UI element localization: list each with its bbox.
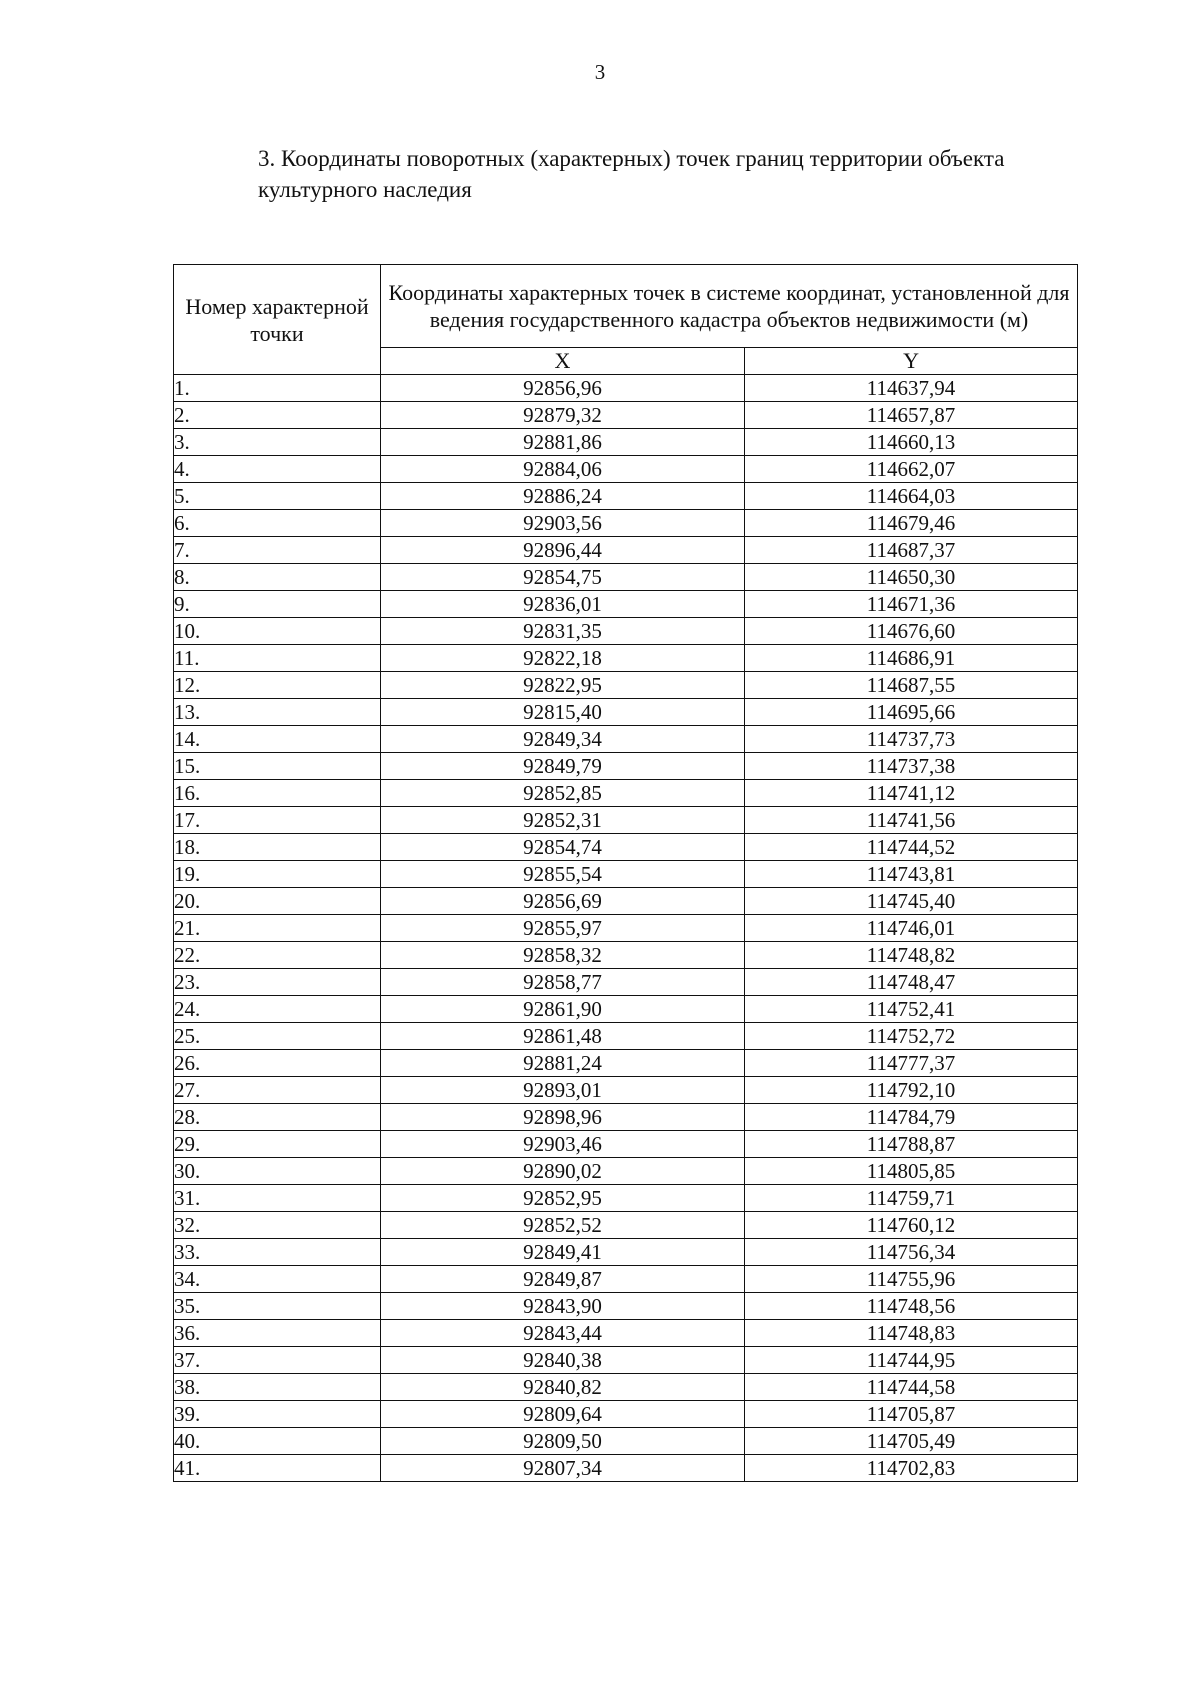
y-coordinate-cell: 114679,46 bbox=[745, 510, 1078, 537]
table-row bbox=[174, 834, 1078, 861]
table-row bbox=[174, 1050, 1078, 1077]
y-coordinate-cell: 114676,60 bbox=[745, 618, 1078, 645]
y-coordinate-cell: 114748,82 bbox=[745, 942, 1078, 969]
x-coordinate-cell: 92822,95 bbox=[381, 672, 745, 699]
y-coordinate-cell: 114752,72 bbox=[745, 1023, 1078, 1050]
y-coordinate-cell: 114745,40 bbox=[745, 888, 1078, 915]
table-row bbox=[174, 375, 1078, 402]
header-coordinates: Координаты характерных точек в системе координат, установленной для ведения государственного кадастра объектов недвижимости (м) bbox=[381, 265, 1078, 348]
point-number-cell: 22. bbox=[174, 942, 381, 969]
table-row bbox=[174, 1239, 1078, 1266]
y-coordinate-cell: 114760,12 bbox=[745, 1212, 1078, 1239]
x-coordinate-cell: 92815,40 bbox=[381, 699, 745, 726]
table-row bbox=[174, 1131, 1078, 1158]
y-coordinate-cell: 114741,56 bbox=[745, 807, 1078, 834]
y-coordinate-cell: 114792,10 bbox=[745, 1077, 1078, 1104]
point-number-cell: 5. bbox=[174, 483, 381, 510]
point-number-cell: 6. bbox=[174, 510, 381, 537]
table-row bbox=[174, 591, 1078, 618]
page-number: 3 bbox=[594, 60, 606, 84]
x-coordinate-cell: 92840,38 bbox=[381, 1347, 745, 1374]
table-row bbox=[174, 1374, 1078, 1401]
y-coordinate-cell: 114686,91 bbox=[745, 645, 1078, 672]
section-heading: 3. Координаты поворотных (характерных) точек границ территории объекта культурного наследия bbox=[258, 146, 1005, 202]
point-number-cell: 8. bbox=[174, 564, 381, 591]
point-number-cell: 24. bbox=[174, 996, 381, 1023]
table-row bbox=[174, 807, 1078, 834]
x-coordinate-cell: 92856,96 bbox=[381, 375, 745, 402]
y-coordinate-cell: 114741,12 bbox=[745, 780, 1078, 807]
table-row bbox=[174, 1212, 1078, 1239]
table-row bbox=[174, 537, 1078, 564]
x-coordinate-cell: 92861,90 bbox=[381, 996, 745, 1023]
x-coordinate-cell: 92843,90 bbox=[381, 1293, 745, 1320]
table-row bbox=[174, 672, 1078, 699]
y-coordinate-cell: 114756,34 bbox=[745, 1239, 1078, 1266]
point-number-cell: 19. bbox=[174, 861, 381, 888]
table-body bbox=[174, 375, 1078, 1482]
point-number-cell: 31. bbox=[174, 1185, 381, 1212]
x-coordinate-cell: 92852,85 bbox=[381, 780, 745, 807]
x-coordinate-cell: 92852,31 bbox=[381, 807, 745, 834]
y-coordinate-cell: 114664,03 bbox=[745, 483, 1078, 510]
table-row bbox=[174, 753, 1078, 780]
table-row bbox=[174, 1266, 1078, 1293]
point-number-cell: 34. bbox=[174, 1266, 381, 1293]
y-coordinate-cell: 114744,58 bbox=[745, 1374, 1078, 1401]
x-coordinate-cell: 92854,74 bbox=[381, 834, 745, 861]
x-coordinate-cell: 92852,52 bbox=[381, 1212, 745, 1239]
x-coordinate-cell: 92858,77 bbox=[381, 969, 745, 996]
point-number-cell: 26. bbox=[174, 1050, 381, 1077]
x-coordinate-cell: 92836,01 bbox=[381, 591, 745, 618]
table-row bbox=[174, 1158, 1078, 1185]
y-coordinate-cell: 114662,07 bbox=[745, 456, 1078, 483]
table-row bbox=[174, 483, 1078, 510]
table-row bbox=[174, 1293, 1078, 1320]
y-coordinate-cell: 114744,52 bbox=[745, 834, 1078, 861]
y-coordinate-cell: 114737,73 bbox=[745, 726, 1078, 753]
table-row bbox=[174, 1401, 1078, 1428]
x-coordinate-cell: 92879,32 bbox=[381, 402, 745, 429]
coordinates-table bbox=[173, 264, 1078, 1482]
table-row bbox=[174, 1077, 1078, 1104]
x-coordinate-cell: 92849,41 bbox=[381, 1239, 745, 1266]
x-coordinate-cell: 92898,96 bbox=[381, 1104, 745, 1131]
point-number-cell: 3. bbox=[174, 429, 381, 456]
table-row bbox=[174, 1320, 1078, 1347]
table-row bbox=[174, 915, 1078, 942]
table-row bbox=[174, 1347, 1078, 1374]
table-row bbox=[174, 726, 1078, 753]
point-number-cell: 41. bbox=[174, 1455, 381, 1482]
point-number-cell: 28. bbox=[174, 1104, 381, 1131]
y-coordinate-cell: 114687,55 bbox=[745, 672, 1078, 699]
x-coordinate-cell: 92886,24 bbox=[381, 483, 745, 510]
point-number-cell: 29. bbox=[174, 1131, 381, 1158]
point-number-cell: 14. bbox=[174, 726, 381, 753]
point-number-cell: 11. bbox=[174, 645, 381, 672]
x-coordinate-cell: 92849,79 bbox=[381, 753, 745, 780]
point-number-cell: 2. bbox=[174, 402, 381, 429]
y-coordinate-cell: 114705,87 bbox=[745, 1401, 1078, 1428]
point-number-cell: 33. bbox=[174, 1239, 381, 1266]
y-coordinate-cell: 114702,83 bbox=[745, 1455, 1078, 1482]
point-number-cell: 36. bbox=[174, 1320, 381, 1347]
y-coordinate-cell: 114748,47 bbox=[745, 969, 1078, 996]
table-row bbox=[174, 969, 1078, 996]
point-number-cell: 30. bbox=[174, 1158, 381, 1185]
x-coordinate-cell: 92884,06 bbox=[381, 456, 745, 483]
table-row bbox=[174, 402, 1078, 429]
point-number-cell: 18. bbox=[174, 834, 381, 861]
y-coordinate-cell: 114755,96 bbox=[745, 1266, 1078, 1293]
x-coordinate-cell: 92852,95 bbox=[381, 1185, 745, 1212]
y-coordinate-cell: 114671,36 bbox=[745, 591, 1078, 618]
y-coordinate-cell: 114777,37 bbox=[745, 1050, 1078, 1077]
table-row bbox=[174, 1455, 1078, 1482]
y-coordinate-cell: 114637,94 bbox=[745, 375, 1078, 402]
point-number-cell: 32. bbox=[174, 1212, 381, 1239]
point-number-cell: 23. bbox=[174, 969, 381, 996]
y-coordinate-cell: 114805,85 bbox=[745, 1158, 1078, 1185]
y-coordinate-cell: 114788,87 bbox=[745, 1131, 1078, 1158]
header-y: Y bbox=[745, 348, 1078, 375]
point-number-cell: 20. bbox=[174, 888, 381, 915]
y-coordinate-cell: 114759,71 bbox=[745, 1185, 1078, 1212]
x-coordinate-cell: 92856,69 bbox=[381, 888, 745, 915]
y-coordinate-cell: 114660,13 bbox=[745, 429, 1078, 456]
table-row bbox=[174, 888, 1078, 915]
point-number-cell: 12. bbox=[174, 672, 381, 699]
point-number-cell: 10. bbox=[174, 618, 381, 645]
point-number-cell: 4. bbox=[174, 456, 381, 483]
point-number-cell: 17. bbox=[174, 807, 381, 834]
table-row bbox=[174, 429, 1078, 456]
y-coordinate-cell: 114695,66 bbox=[745, 699, 1078, 726]
y-coordinate-cell: 114746,01 bbox=[745, 915, 1078, 942]
header-x: X bbox=[381, 348, 745, 375]
table-row bbox=[174, 1023, 1078, 1050]
table-row bbox=[174, 699, 1078, 726]
x-coordinate-cell: 92822,18 bbox=[381, 645, 745, 672]
table-row bbox=[174, 1185, 1078, 1212]
table-row bbox=[174, 618, 1078, 645]
point-number-cell: 13. bbox=[174, 699, 381, 726]
y-coordinate-cell: 114744,95 bbox=[745, 1347, 1078, 1374]
x-coordinate-cell: 92903,56 bbox=[381, 510, 745, 537]
point-number-cell: 25. bbox=[174, 1023, 381, 1050]
x-coordinate-cell: 92858,32 bbox=[381, 942, 745, 969]
table-row bbox=[174, 861, 1078, 888]
x-coordinate-cell: 92843,44 bbox=[381, 1320, 745, 1347]
x-coordinate-cell: 92809,64 bbox=[381, 1401, 745, 1428]
y-coordinate-cell: 114748,83 bbox=[745, 1320, 1078, 1347]
y-coordinate-cell: 114752,41 bbox=[745, 996, 1078, 1023]
point-number-cell: 7. bbox=[174, 537, 381, 564]
y-coordinate-cell: 114737,38 bbox=[745, 753, 1078, 780]
x-coordinate-cell: 92849,34 bbox=[381, 726, 745, 753]
point-number-cell: 38. bbox=[174, 1374, 381, 1401]
point-number-cell: 16. bbox=[174, 780, 381, 807]
x-coordinate-cell: 92807,34 bbox=[381, 1455, 745, 1482]
x-coordinate-cell: 92809,50 bbox=[381, 1428, 745, 1455]
y-coordinate-cell: 114657,87 bbox=[745, 402, 1078, 429]
y-coordinate-cell: 114650,30 bbox=[745, 564, 1078, 591]
y-coordinate-cell: 114743,81 bbox=[745, 861, 1078, 888]
point-number-cell: 37. bbox=[174, 1347, 381, 1374]
header-point-number: Номер характерной точки bbox=[174, 265, 381, 375]
x-coordinate-cell: 92881,86 bbox=[381, 429, 745, 456]
x-coordinate-cell: 92831,35 bbox=[381, 618, 745, 645]
table-row bbox=[174, 564, 1078, 591]
point-number-cell: 40. bbox=[174, 1428, 381, 1455]
x-coordinate-cell: 92840,82 bbox=[381, 1374, 745, 1401]
table-row bbox=[174, 510, 1078, 537]
x-coordinate-cell: 92855,97 bbox=[381, 915, 745, 942]
table-row bbox=[174, 996, 1078, 1023]
point-number-cell: 27. bbox=[174, 1077, 381, 1104]
x-coordinate-cell: 92881,24 bbox=[381, 1050, 745, 1077]
y-coordinate-cell: 114705,49 bbox=[745, 1428, 1078, 1455]
x-coordinate-cell: 92849,87 bbox=[381, 1266, 745, 1293]
point-number-cell: 21. bbox=[174, 915, 381, 942]
point-number-cell: 39. bbox=[174, 1401, 381, 1428]
table-row bbox=[174, 456, 1078, 483]
y-coordinate-cell: 114687,37 bbox=[745, 537, 1078, 564]
x-coordinate-cell: 92903,46 bbox=[381, 1131, 745, 1158]
x-coordinate-cell: 92855,54 bbox=[381, 861, 745, 888]
x-coordinate-cell: 92890,02 bbox=[381, 1158, 745, 1185]
x-coordinate-cell: 92861,48 bbox=[381, 1023, 745, 1050]
point-number-cell: 15. bbox=[174, 753, 381, 780]
table-row bbox=[174, 645, 1078, 672]
table-row bbox=[174, 1428, 1078, 1455]
point-number-cell: 35. bbox=[174, 1293, 381, 1320]
table-row bbox=[174, 780, 1078, 807]
point-number-cell: 9. bbox=[174, 591, 381, 618]
y-coordinate-cell: 114748,56 bbox=[745, 1293, 1078, 1320]
table-row bbox=[174, 1104, 1078, 1131]
x-coordinate-cell: 92893,01 bbox=[381, 1077, 745, 1104]
x-coordinate-cell: 92854,75 bbox=[381, 564, 745, 591]
y-coordinate-cell: 114784,79 bbox=[745, 1104, 1078, 1131]
point-number-cell: 1. bbox=[174, 375, 381, 402]
table-row bbox=[174, 942, 1078, 969]
x-coordinate-cell: 92896,44 bbox=[381, 537, 745, 564]
